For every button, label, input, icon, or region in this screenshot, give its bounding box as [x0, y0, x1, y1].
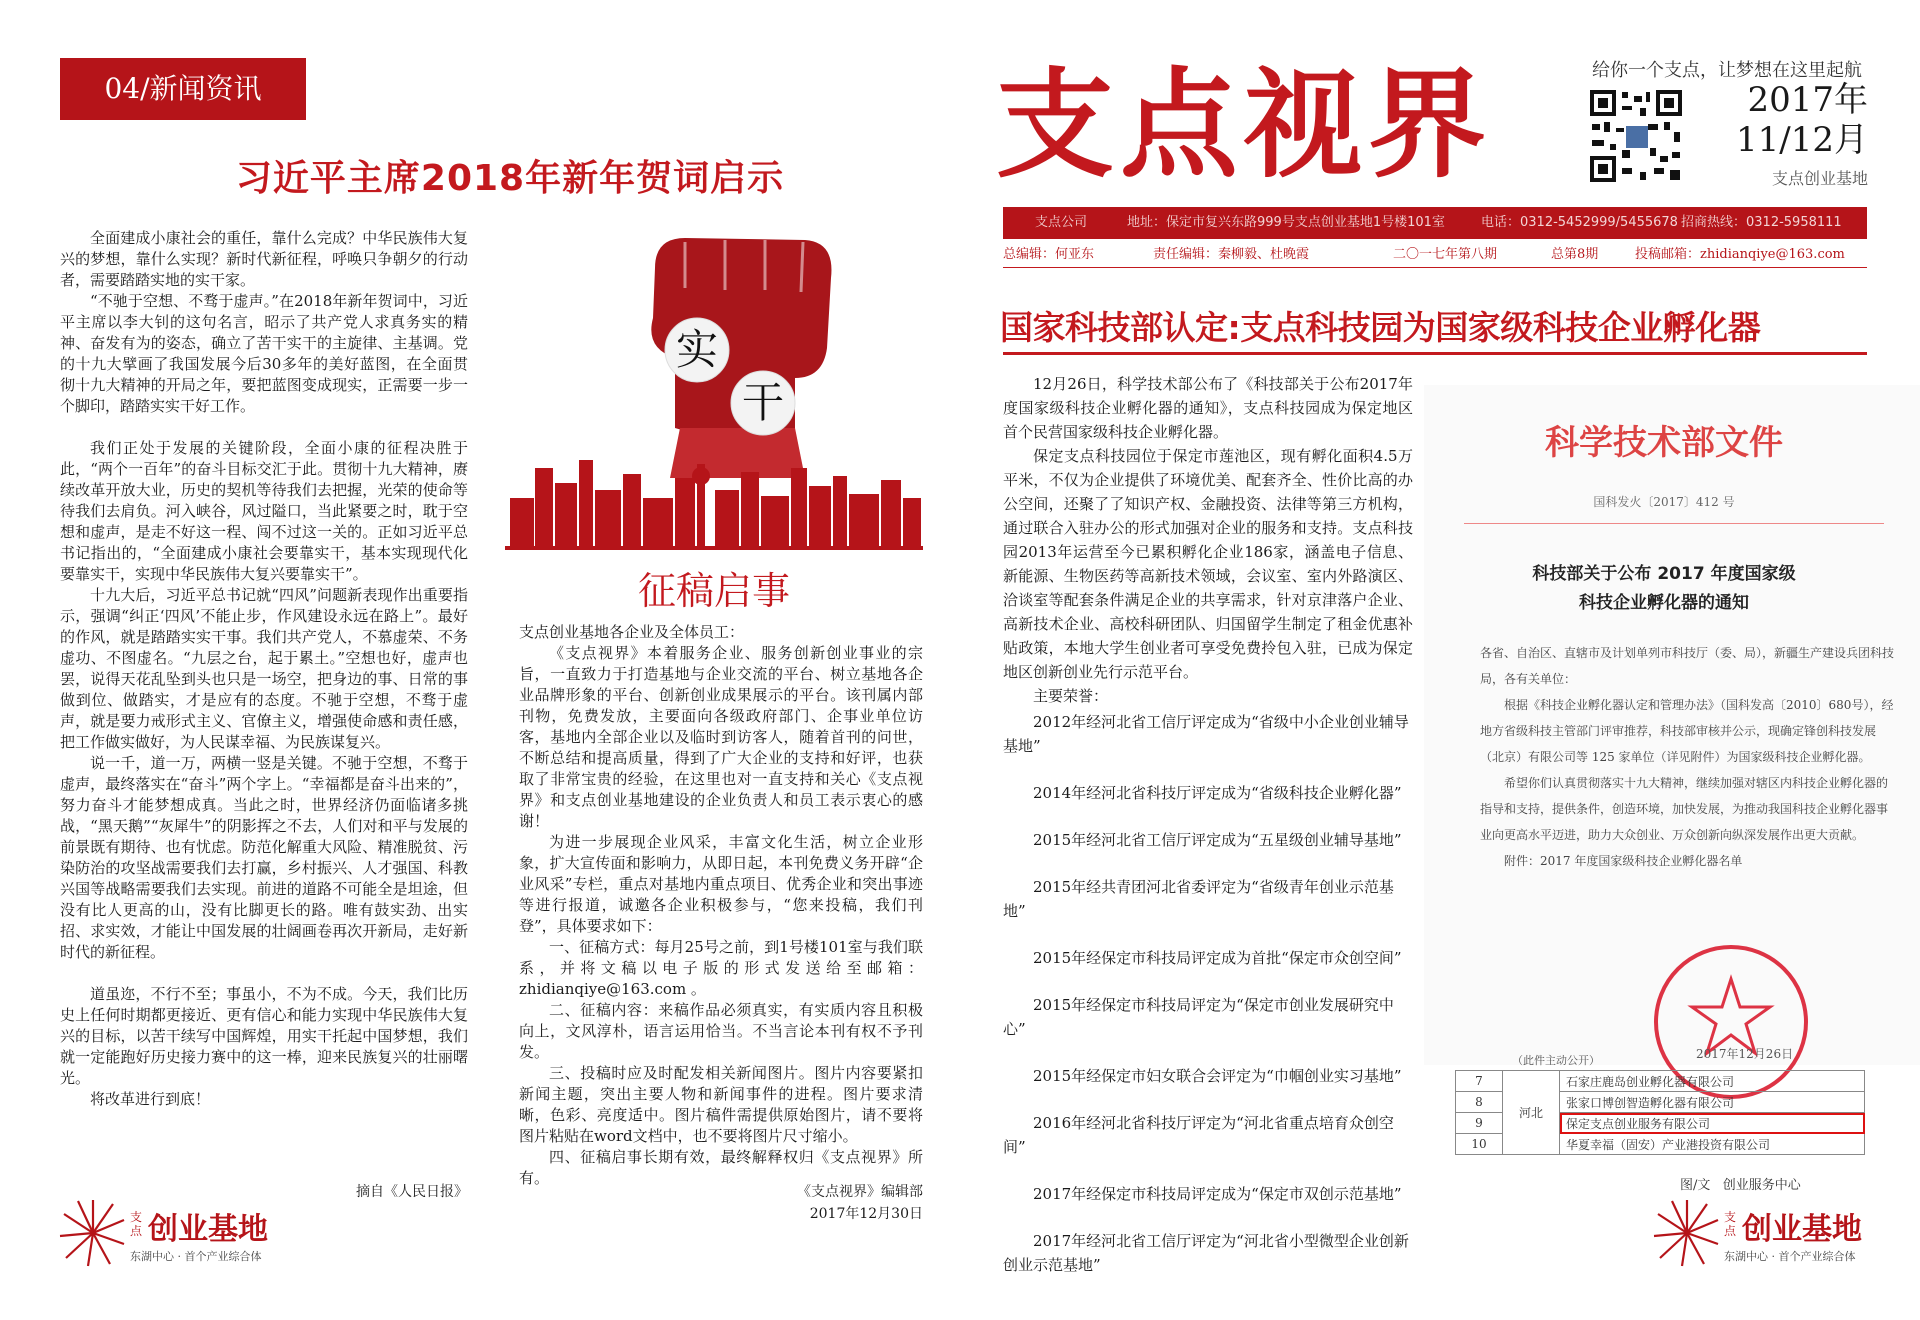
- article-paragraph: “不驰于空想、不骛于虚声。”在2018年新年贺词中，习近平主席以李大钊的这句名言，昭示了共产党人求真务实的精神、奋发有为的姿态，确立了苦干实干的主旋律、主基调。党的十九大擘画了我国发展今后30多年的美好蓝图，在全面贯彻十九大精神的开局之年，要把蓝图变成现实，正需要一步一个脚印，踏踏实实干好工作。: [60, 292, 468, 415]
- document-body: [1480, 640, 1896, 874]
- issue-year: 2017年: [1747, 80, 1868, 120]
- section-tag: 04/新闻资讯: [60, 58, 306, 120]
- contact-bar: [1003, 207, 1867, 239]
- seal-date: 2017年12月26日: [1696, 1047, 1794, 1061]
- document-paragraph: 附件：2017 年度国家级科技企业孵化器名单: [1504, 854, 1743, 868]
- qr-code-icon: [1588, 88, 1684, 184]
- document-number: 国科发火〔2017〕412 号: [1593, 495, 1735, 509]
- article-paragraph: 我们正处于发展的关键阶段，全面小康的征程决胜于此，“两个一百年”的奋斗目标交汇于此。贯彻十九大精神，赓续改革开放大业，历史的契机等待我们去把握，光荣的使命等待我们去肩负。河入峡谷，风过隘口，当此紧要之时，耽于空想和虚声，是走不好这一程、闯不过这一关的。正如习近平总书记指出的，“全面建成小康社会要靠实干，基本实现现代化要靠实干，实现中华民族伟大复兴要靠实干”。: [60, 439, 468, 583]
- brand-tagline: 东湖中心 · 首个产业综合体: [1724, 1250, 1856, 1263]
- call-paragraph: 为进一步展现企业风采，丰富文化生活，树立企业形象，扩大宣传面和影响力，从即日起，本刊免费义务开辟“企业风采”专栏，重点对基地内重点项目、优秀企业和突出事迹等进行报道，诚邀各企业积极参与，“您来投稿，我们刊登”，具体要求如下：: [519, 833, 923, 935]
- table-cell-no: 9: [1456, 1113, 1503, 1134]
- bar-address: 地址：保定市复兴东路999号支点创业基地1号楼101室: [1127, 215, 1445, 230]
- document-title-line: 科技企业孵化器的通知: [1579, 593, 1749, 613]
- lead-paragraph: 12月26日，科学技术部公布了《科技部关于公布2017年度国家级科技企业孵化器的通知》，支点科技园成为保定地区首个民营国家级科技企业孵化器。: [1003, 375, 1413, 441]
- table-cell-no: 10: [1456, 1134, 1503, 1155]
- document-paragraph: 根据《科技企业孵化器认定和管理办法》（国科发高〔2010〕680号），经地方省级科技主管部门评审推荐，科技部审核并公示，现确定锋创科技发展（北京）有限公司等 125 家单位（详见附件）为国家级科技企业孵化器。: [1480, 698, 1894, 764]
- table-cell-name: 张家口博创智造孵化器有限公司: [1560, 1092, 1865, 1113]
- incubator-table: [1455, 1070, 1865, 1155]
- call-paragraph: 二、征稿内容：来稿作品必须真实，有实质内容且积极向上，文风淳朴，语言运用恰当。不当言论本刊有权不予刊发。: [519, 1001, 923, 1061]
- lead-article-column: [1003, 372, 1413, 1300]
- document-header: 科学技术部文件: [1545, 423, 1783, 463]
- call-signoff: 《支点视界》编辑部: [797, 1184, 923, 1200]
- bar-company: 支点公司: [1035, 215, 1088, 230]
- poster-char: 干: [741, 378, 785, 427]
- brand-footer-right: [1652, 1198, 1872, 1268]
- article-paragraph: 将改革进行到底！: [90, 1090, 211, 1108]
- article-paragraph: 十九大后，习近平总书记就“四风”问题新表现作出重要指示，强调“纠正‘四风’不能止步，作风建设永远在路上”。最好的作风，就是踏踏实实干事。我们共产党人，不慕虚荣、不务虚功、不图虚名。“九层之台，起于累土。”空想也好，虚声也罢，说得天花乱坠到头也只是一场空，把身边的事、日常的事做到位、做踏实，才是应有的态度。不驰于空想，不骛于虚声，就是要力戒形式主义、官僚主义，增强使命感和责任感，把工作做实做好，为人民谋幸福、为民族谋复兴。: [60, 586, 468, 751]
- document-disclosure: （此件主动公开）: [1512, 1054, 1600, 1067]
- document-title-line: 科技部关于公布 2017 年度国家级: [1532, 564, 1796, 584]
- call-title: 征稿启事: [637, 569, 790, 613]
- document-paragraph: 各省、自治区、直辖市及计划单列市科技厅（委、局），新疆生产建设兵团科技局，各有关单位：: [1480, 646, 1895, 686]
- honor-item: 2016年经河北省科技厅评定为“河北省重点培育众创空间”: [1003, 1114, 1394, 1156]
- responsible-editor: 责任编辑：秦柳毅、杜晚霞: [1153, 247, 1310, 262]
- starburst-logo-icon: [1652, 1198, 1722, 1268]
- honor-list: [1003, 710, 1413, 1277]
- article-paragraph: 道虽迩，不行不至；事虽小，不为不成。今天，我们比历史上任何时期都更接近、更有信心和能力实现中华民族伟大复兴的目标，以苦干续写中国辉煌，用实干托起中国梦想，我们就一定能跑好历史接力赛中的这一棒，迎来民族复兴的壮丽曙光。: [60, 985, 468, 1087]
- document-title: [1424, 560, 1904, 618]
- masthead: 支点视界: [996, 56, 1493, 194]
- table-cell-region: 河北: [1503, 1071, 1560, 1155]
- table-cell-name-highlighted: 保定支点创业服务有限公司: [1560, 1113, 1865, 1134]
- honor-item: 2015年经保定市妇女联合会评定为“巾帼创业实习基地”: [1033, 1067, 1402, 1085]
- lead-paragraph: 保定支点科技园位于保定市莲池区，现有孵化面积4.5万平米，不仅为企业提供了环境优美、配套齐全、性价比高的办公空间，还聚了了知识产权、金融投资、法律等第三方机构，通过联合入驻办公的形式加强对企业的服务和支持。支点科技园2013年运营至今已累积孵化企业186家，涵盖电子信息、新能源、生物医药等高新技术领域，会议室、室内外路演区、洽谈室等配套条件满足企业的共享需求，针对京津落户企业、高新技术企业、高校科研团队、归国留学生制定了租金优惠补贴政策，本地大学生创业者可享受免费拎包入驻，已成为保定地区创新创业先行示范平台。: [1003, 447, 1413, 681]
- brand-tagline: 东湖中心 · 首个产业综合体: [130, 1250, 262, 1263]
- honors-label: 主要荣誉：: [1033, 687, 1109, 705]
- table-row: [1456, 1071, 1865, 1092]
- honor-item: 2015年经共青团河北省委评定为“省级青年创业示范基地”: [1003, 878, 1394, 920]
- honor-item: 2015年经保定市科技局评定成为首批“保定市众创空间”: [1033, 949, 1402, 967]
- article-source: 摘自《人民日报》: [356, 1184, 468, 1200]
- honor-item: 2012年经河北省工信厅评定成为“省级中小企业创业辅导基地”: [1003, 713, 1409, 755]
- lead-headline: 国家科技部认定:支点科技园为国家级科技企业孵化器: [1000, 308, 1761, 347]
- bar-hotline: 招商热线：0312-5958111: [1681, 215, 1842, 230]
- issue-month: 11/12月: [1736, 120, 1868, 160]
- government-document: [1424, 385, 1920, 1065]
- article-title: 习近平主席2018年新年贺词启示: [235, 158, 785, 199]
- total-issue: 总第8期: [1551, 247, 1599, 262]
- call-paragraph: 三、投稿时应及时配发相关新闻图片。图片内容要紧扣新闻主题，突出主要人物和新闻事件的进程。图片要求清晰，色彩、亮度适中。图片稿件需提供原始图片，请不要将图片粘贴在word文档中，也不要将图片尺寸缩小。: [519, 1064, 923, 1145]
- staff-row: [1003, 243, 1867, 268]
- document-rule: [1464, 523, 1884, 524]
- article-paragraph: 全面建成小康社会的重任，靠什么完成？中华民族伟大复兴的梦想，靠什么实现？新时代新征程，呼唤只争朝夕的行动者，需要踏踏实地的实干家。: [60, 229, 468, 289]
- honor-item: 2014年经河北省科技厅评定成为“省级科技企业孵化器”: [1033, 784, 1402, 802]
- headline-rule: [1003, 352, 1867, 355]
- honor-item: 2017年经河北省工信厅评定为“河北省小型微型企业创新创业示范基地”: [1003, 1232, 1409, 1274]
- table-cell-no: 7: [1456, 1071, 1503, 1092]
- brand-small: 支点创业基地: [1771, 169, 1868, 188]
- slogan: 给你一个支点，让梦想在这里起航: [1592, 60, 1862, 81]
- photo-credit: 图/文 创业服务中心: [1680, 1178, 1801, 1193]
- brand-footer-left: [58, 1198, 318, 1268]
- honor-item: 2017年经保定市科技局评定成为“保定市双创示范基地”: [1033, 1185, 1402, 1203]
- call-paragraph: 一、征稿方式：每月25号之前，到1号楼101室与我们联系，并将文稿以电子版的形式发送给至邮箱：zhidianqiye@163.com 。: [519, 938, 923, 998]
- table-cell-name: 石家庄鹿岛创业孵化器有限公司: [1560, 1071, 1865, 1092]
- brand-sub: 支点: [1724, 1210, 1737, 1238]
- document-paragraph: 希望你们认真贯彻落实十九大精神，继续加强对辖区内科技企业孵化器的指导和支持，提供条件，创造环境，加快发展，为推动我国科技企业孵化器事业向更高水平迈进，助力大众创业、万众创新向纵深发展作出更大贡献。: [1480, 776, 1889, 842]
- article-paragraph: 说一千，道一万，两横一竖是关键。不驰于空想，不骛于虚声，最终落实在“奋斗”两个字上。“幸福都是奋斗出来的”，努力奋斗才能梦想成真。当此之时，世界经济仍面临诸多挑战，“黑天鹅”“灰犀牛”的阴影挥之不去，人们对和平与发展的前景既有期待、也有忧虑。防范化解重大风险、精准脱贫、污染防治的攻坚战需要我们去打赢，乡村振兴、人才强国、科教兴国等战略需要我们去实现。前进的道路不可能全是坦途，但没有比人更高的山，没有比脚更长的路。唯有鼓实劲、出实招、求实效，才能让中国发展的壮阔画卷再次开新局，走好新时代的新征程。: [60, 754, 468, 961]
- brand-sub: 支点: [130, 1210, 143, 1238]
- call-salutation: 支点创业基地各企业及全体员工：: [519, 623, 745, 641]
- issue-date: [1692, 80, 1868, 160]
- table-cell-name: 华夏幸福（固安）产业港投资有限公司: [1560, 1134, 1865, 1155]
- call-paragraph: 《支点视界》本着服务企业、服务创新创业事业的宗旨，一直致力于打造基地与企业交流的平台、树立基地各企业品牌形象的平台、创新创业成果展示的平台。该刊属内部刊物，免费发放，主要面向各级政府部门、企事业单位访客，基地内全部企业以及临时到访客人，随着首刊的问世，不断总结和提高质量，得到了广大企业的支持和好评，也获取了非常宝贵的经验，在这里也对一直支持和关心《支点视界》和支点创业基地建设的企业负责人和员工表示衷心的感谢！: [519, 644, 923, 830]
- call-column: [519, 622, 923, 1189]
- poster-illustration: [505, 228, 923, 558]
- table-cell-no: 8: [1456, 1092, 1503, 1113]
- honor-item: 2015年经保定市科技局评定为“保定市创业发展研究中心”: [1003, 996, 1394, 1038]
- call-paragraph: 四、征稿启事长期有效，最终解释权归《支点视界》所有。: [519, 1148, 923, 1187]
- starburst-logo-icon: [58, 1198, 128, 1268]
- brand-name: 创业基地: [1742, 1212, 1862, 1247]
- call-date: 2017年12月30日: [809, 1206, 923, 1222]
- brand-name: 创业基地: [148, 1212, 268, 1247]
- issue-number: 二〇一七年第八期: [1393, 247, 1498, 262]
- bar-phone: 电话：0312-5452999/5455678: [1481, 215, 1678, 230]
- honor-item: 2015年经河北省工信厅评定成为“五星级创业辅导基地”: [1033, 831, 1402, 849]
- fist-skyline-icon: [505, 228, 923, 558]
- chief-editor: 总编辑：何亚东: [1003, 247, 1095, 262]
- poster-char: 实: [675, 325, 719, 374]
- submission-email: 投稿邮箱：zhidianqiye@163.com: [1635, 247, 1845, 262]
- article-column: [60, 228, 468, 1110]
